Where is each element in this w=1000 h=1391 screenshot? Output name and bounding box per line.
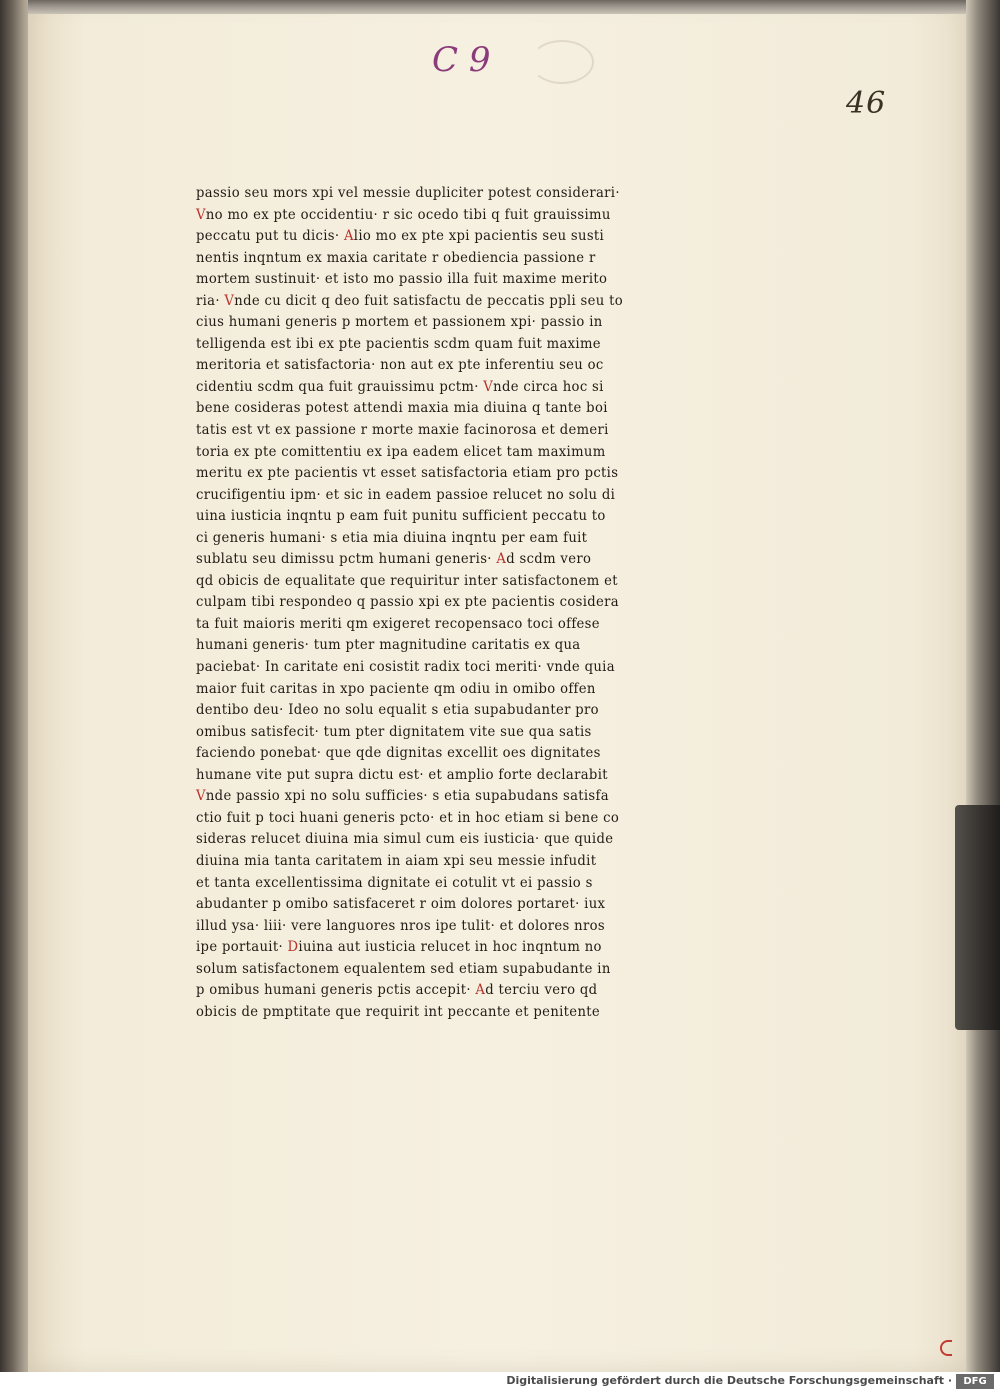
text-line: ta fuit maioris meriti qm exigeret recopensaco toci offese — [196, 615, 600, 632]
text-line: paciebat· In caritate eni cosistit radix toci meriti· vnde quia — [196, 659, 615, 676]
text-line: tatis est vt ex passione r morte maxie facinorosa et demeri — [196, 422, 609, 439]
main-text-block — [196, 183, 726, 1023]
text-line: ctio fuit p toci huani generis pcto· et in hoc etiam si bene co — [196, 809, 620, 826]
red-corner-mark — [940, 1340, 952, 1356]
text-line: telligenda est ibi ex pte pacientis scdm quam fuit maxime — [196, 335, 601, 352]
text-line: humani generis· tum pter magnitudine caritatis ex qua — [196, 637, 581, 654]
faint-ink-mark — [530, 40, 594, 84]
text-line: humane vite put supra dictu est· et amplio forte declarabit — [196, 766, 608, 783]
text-line: passio seu mors xpi vel messie dupliciter potest considerari· — [196, 185, 620, 201]
text-line: peccatu put tu dicis· Alio mo ex pte xpi pacientis seu susti — [196, 228, 605, 245]
text-line: Vno mo ex pte occidentiu· r sic ocedo tibi q fuit grauissimu — [196, 206, 611, 223]
text-line: toria ex pte comittentiu ex ipa eadem elicet tam maximum — [196, 443, 606, 460]
text-line: culpam tibi respondeo q passio xpi ex pte pacientis cosidera — [196, 594, 619, 611]
signature-mark: C 9 — [432, 40, 491, 80]
text-line: solum satisfactonem equalentem sed etiam supabudante in — [196, 960, 611, 977]
page-top-edge — [28, 0, 970, 14]
text-line: omibus satisfecit· tum pter dignitatem vite sue qua satis — [196, 723, 592, 740]
text-line: p omibus humani generis pctis accepit· Ad terciu vero qd — [196, 982, 598, 999]
dfg-logo: DFG — [956, 1374, 994, 1389]
text-line: abudanter p omibo satisfaceret r oim dolores portaret· iux — [196, 896, 606, 913]
book-clamp — [955, 805, 1000, 1030]
right-page-edge — [966, 0, 1000, 1372]
text-line: qd obicis de equalitate que requiritur inter satisfactonem et — [196, 572, 618, 589]
text-line: meritu ex pte pacientis vt esset satisfactoria etiam pro pctis — [196, 465, 619, 482]
text-line: maior fuit caritas in xpo paciente qm odiu in omibo offen — [196, 680, 596, 697]
text-line: sublatu seu dimissu pctm humani generis· Ad scdm vero — [196, 551, 592, 568]
text-line: et tanta excellentissima dignitate ei cotulit vt ei passio s — [196, 874, 593, 891]
text-line: diuina mia tanta caritatem in aiam xpi seu messie infudit — [196, 852, 597, 869]
text-line: faciendo ponebat· que qde dignitas excellit oes dignitates — [196, 745, 601, 762]
text-line: ci generis humani· s etia mia diuina inqntu per eam fuit — [196, 529, 588, 546]
text-line: bene cosideras potest attendi maxia mia diuina q tante boi — [196, 400, 608, 417]
text-line: uina iusticia inqntu p eam fuit punitu sufficient peccatu to — [196, 508, 606, 525]
footer-bar — [0, 1372, 1000, 1391]
text-line: nentis inqntum ex maxia caritate r obediencia passione r — [196, 249, 596, 266]
text-line: sideras relucet diuina mia simul cum eis iusticia· que quide — [196, 831, 614, 848]
text-line: cius humani generis p mortem et passionem xpi· passio in — [196, 314, 603, 331]
folio-number: 46 — [846, 86, 887, 121]
text-line: ipe portauit· Diuina aut iusticia relucet in hoc inqntum no — [196, 939, 602, 956]
text-line: crucifigentiu ipm· et sic in eadem passioe relucet no solu di — [196, 486, 616, 503]
text-line: Vnde passio xpi no solu sufficies· s etia supabudans satisfa — [196, 788, 609, 805]
text-line: illud ysa· liii· vere languores nros ipe tulit· et dolores nros — [196, 917, 605, 934]
footer-credit: Digitalisierung gefördert durch die Deutsche Forschungsgemeinschaft · — [506, 1374, 952, 1387]
text-line: meritoria et satisfactoria· non aut ex pte inferentiu seu oc — [196, 357, 604, 374]
text-line: ria· Vnde cu dicit q deo fuit satisfactu de peccatis ppli seu to — [196, 292, 624, 309]
text-line: mortem sustinuit· et isto mo passio illa fuit maxime merito — [196, 271, 608, 288]
text-line: obicis de pmptitate que requirit int peccante et penitente — [196, 1003, 601, 1020]
text-line: dentibo deu· Ideo no solu equalit s etia supabudanter pro — [196, 702, 599, 719]
text-line: cidentiu scdm qua fuit grauissimu pctm· Vnde circa hoc si — [196, 378, 604, 395]
